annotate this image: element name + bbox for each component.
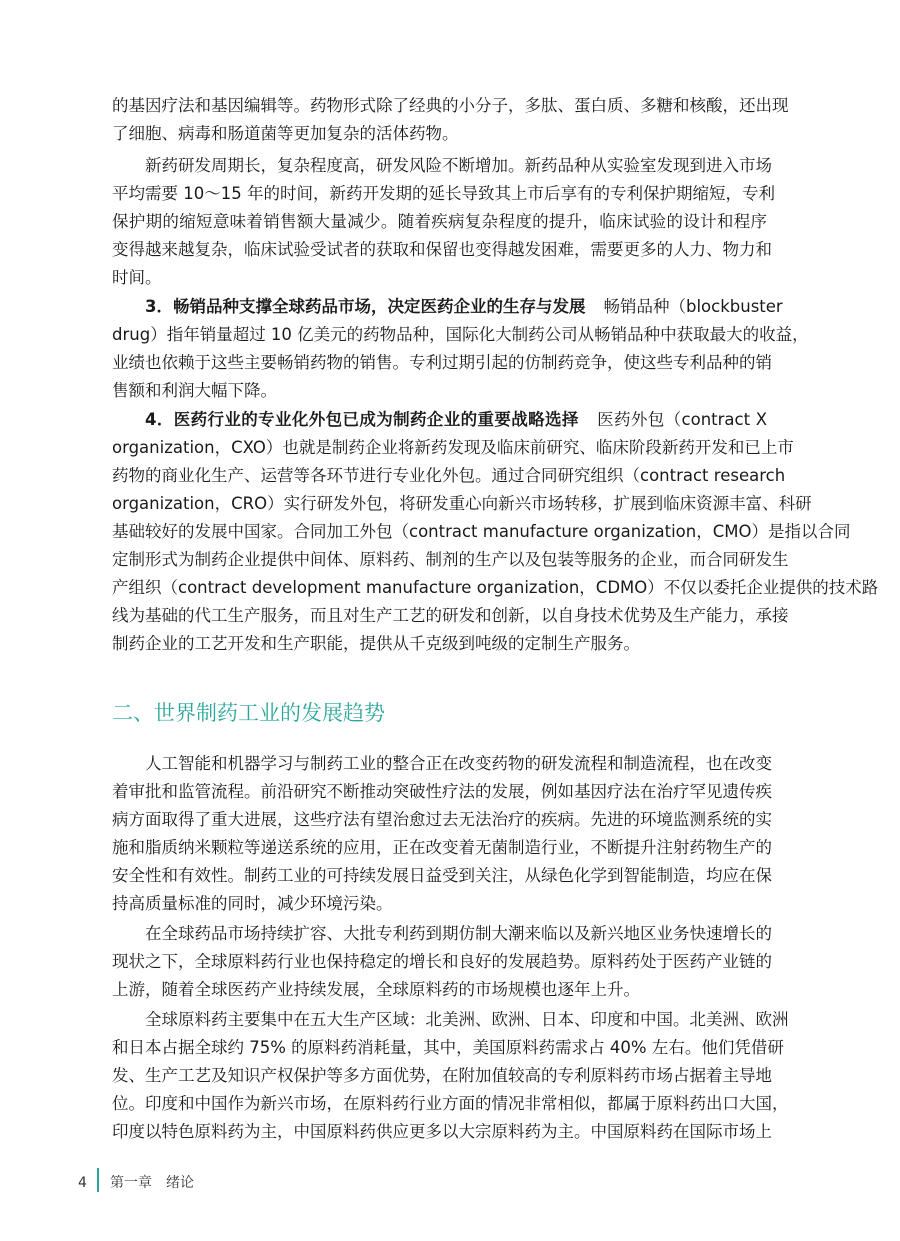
body-line: 定制形式为制药企业提供中间体、原料药、制剂的生产以及包装等服务的企业，而合同研发生 [112,550,789,569]
body-line: 了细胞、病毒和肠道菌等更加复杂的活体药物。 [112,124,459,143]
body-line: 印度以特色原料药为主，中国原料药供应更多以大宗原料药为主。中国原料药在国际市场上 [112,1122,772,1141]
body-line: 售额和利润大幅下降。 [112,381,277,400]
body-line: 保护期的缩短意味着销售额大量减少。随着疾病复杂程度的提升，临床试验的设计和程序 [112,212,767,231]
body-line: 的基因疗法和基因编辑等。药物形式除了经典的小分子，多肽、蛋白质、多糖和核酸，还出现 [112,96,789,115]
body-line: 药物的商业化生产、运营等各环节进行专业化外包。通过合同研究组织（contract research [112,466,786,485]
body-line: 位。印度和中国作为新兴市场，在原料药行业方面的情况非常相似，都属于原料药出口大国， [112,1094,789,1113]
point-3-first-line [145,297,783,319]
point-4-first-line [145,410,767,432]
body-line: 发、生产工艺及知识产权保护等多方面优势，在附加值较高的专利原料药市场占据着主导地 [112,1066,772,1085]
body-line: 基础较好的发展中国家。合同加工外包（contract manufacture organization，CMO）是指以合同 [112,522,851,541]
body-line: 全球原料药主要集中在五大生产区域：北美洲、欧洲、日本、印度和中国。北美洲、欧洲 [145,1010,789,1029]
point-3-lead: 畅销品种（blockbuster [603,297,783,316]
body-line: organization，CXO）也就是制药企业将新药发现及临床前研究、临床阶段新药开发和已上市 [112,438,794,457]
point-3-title: 3．畅销品种支撑全球药品市场，决定医药企业的生存与发展 [145,297,586,316]
body-line: 平均需要 10～15 年的时间，新药开发期的延长导致其上市后享有的专利保护期缩短，专利 [112,184,775,203]
body-line: drug）指年销量超过 10 亿美元的药物品种，国际化大制药公司从畅销品种中获取最大的收益， [112,325,809,344]
section-heading: 二、世界制药工业的发展趋势 [112,701,385,725]
footer-divider [97,1168,99,1192]
body-line: 制药企业的工艺开发和生产职能，提供从千克级到吨级的定制生产服务。 [112,634,640,653]
body-line: 新药研发周期长，复杂程度高，研发风险不断增加。新药品种从实验室发现到进入市场 [145,156,772,175]
body-line: 安全性和有效性。制药工业的可持续发展日益受到关注，从绿色化学到智能制造，均应在保 [112,866,772,885]
body-line: 上游，随着全球医药产业持续发展，全球原料药的市场规模也逐年上升。 [112,980,640,999]
body-line: 时间。 [112,268,162,287]
body-line: 持高质量标准的同时，减少环境污染。 [112,894,393,913]
body-line: 和日本占据全球约 75% 的原料药消耗量，其中，美国原料药需求占 40% 左右。他们凭借研 [112,1038,784,1057]
point-4-lead: 医药外包（contract X [596,410,767,429]
body-line: 产组织（contract development manufacture organization，CDMO）不仅以委托企业提供的技术路 [112,578,879,597]
point-4-title: 4．医药行业的专业化外包已成为制药企业的重要战略选择 [145,410,579,429]
body-line: 业绩也依赖于这些主要畅销药物的销售。专利过期引起的仿制药竞争，使这些专利品种的销 [112,353,772,372]
body-line: 线为基础的代工生产服务，而且对生产工艺的研发和创新，以自身技术优势及生产能力，承接 [112,606,789,625]
body-line: 在全球药品市场持续扩容、大批专利药到期仿制大潮来临以及新兴地区业务快速增长的 [145,924,772,943]
body-line: 病方面取得了重大进展，这些疗法有望治愈过去无法治疗的疾病。先进的环境监测系统的实 [112,810,772,829]
body-line: 施和脂质纳米颗粒等递送系统的应用，正在改变着无菌制造行业，不断提升注射药物生产的 [112,838,772,857]
body-line: 变得越来越复杂，临床试验受试者的获取和保留也变得越发困难，需要更多的人力、物力和 [112,240,772,259]
page-number: 4 [78,1175,87,1191]
body-line: 着审批和监管流程。前沿研究不断推动突破性疗法的发展，例如基因疗法在治疗罕见遗传疾 [112,782,772,801]
chapter-title: 第一章 绪论 [110,1175,194,1191]
body-line: 人工智能和机器学习与制药工业的整合正在改变药物的研发流程和制造流程，也在改变 [145,754,772,773]
body-line: 现状之下，全球原料药行业也保持稳定的增长和良好的发展趋势。原料药处于医药产业链的 [112,952,772,971]
body-line: organization，CRO）实行研发外包，将研发重心向新兴市场转移，扩展到临床资源丰富、科研 [112,494,812,513]
